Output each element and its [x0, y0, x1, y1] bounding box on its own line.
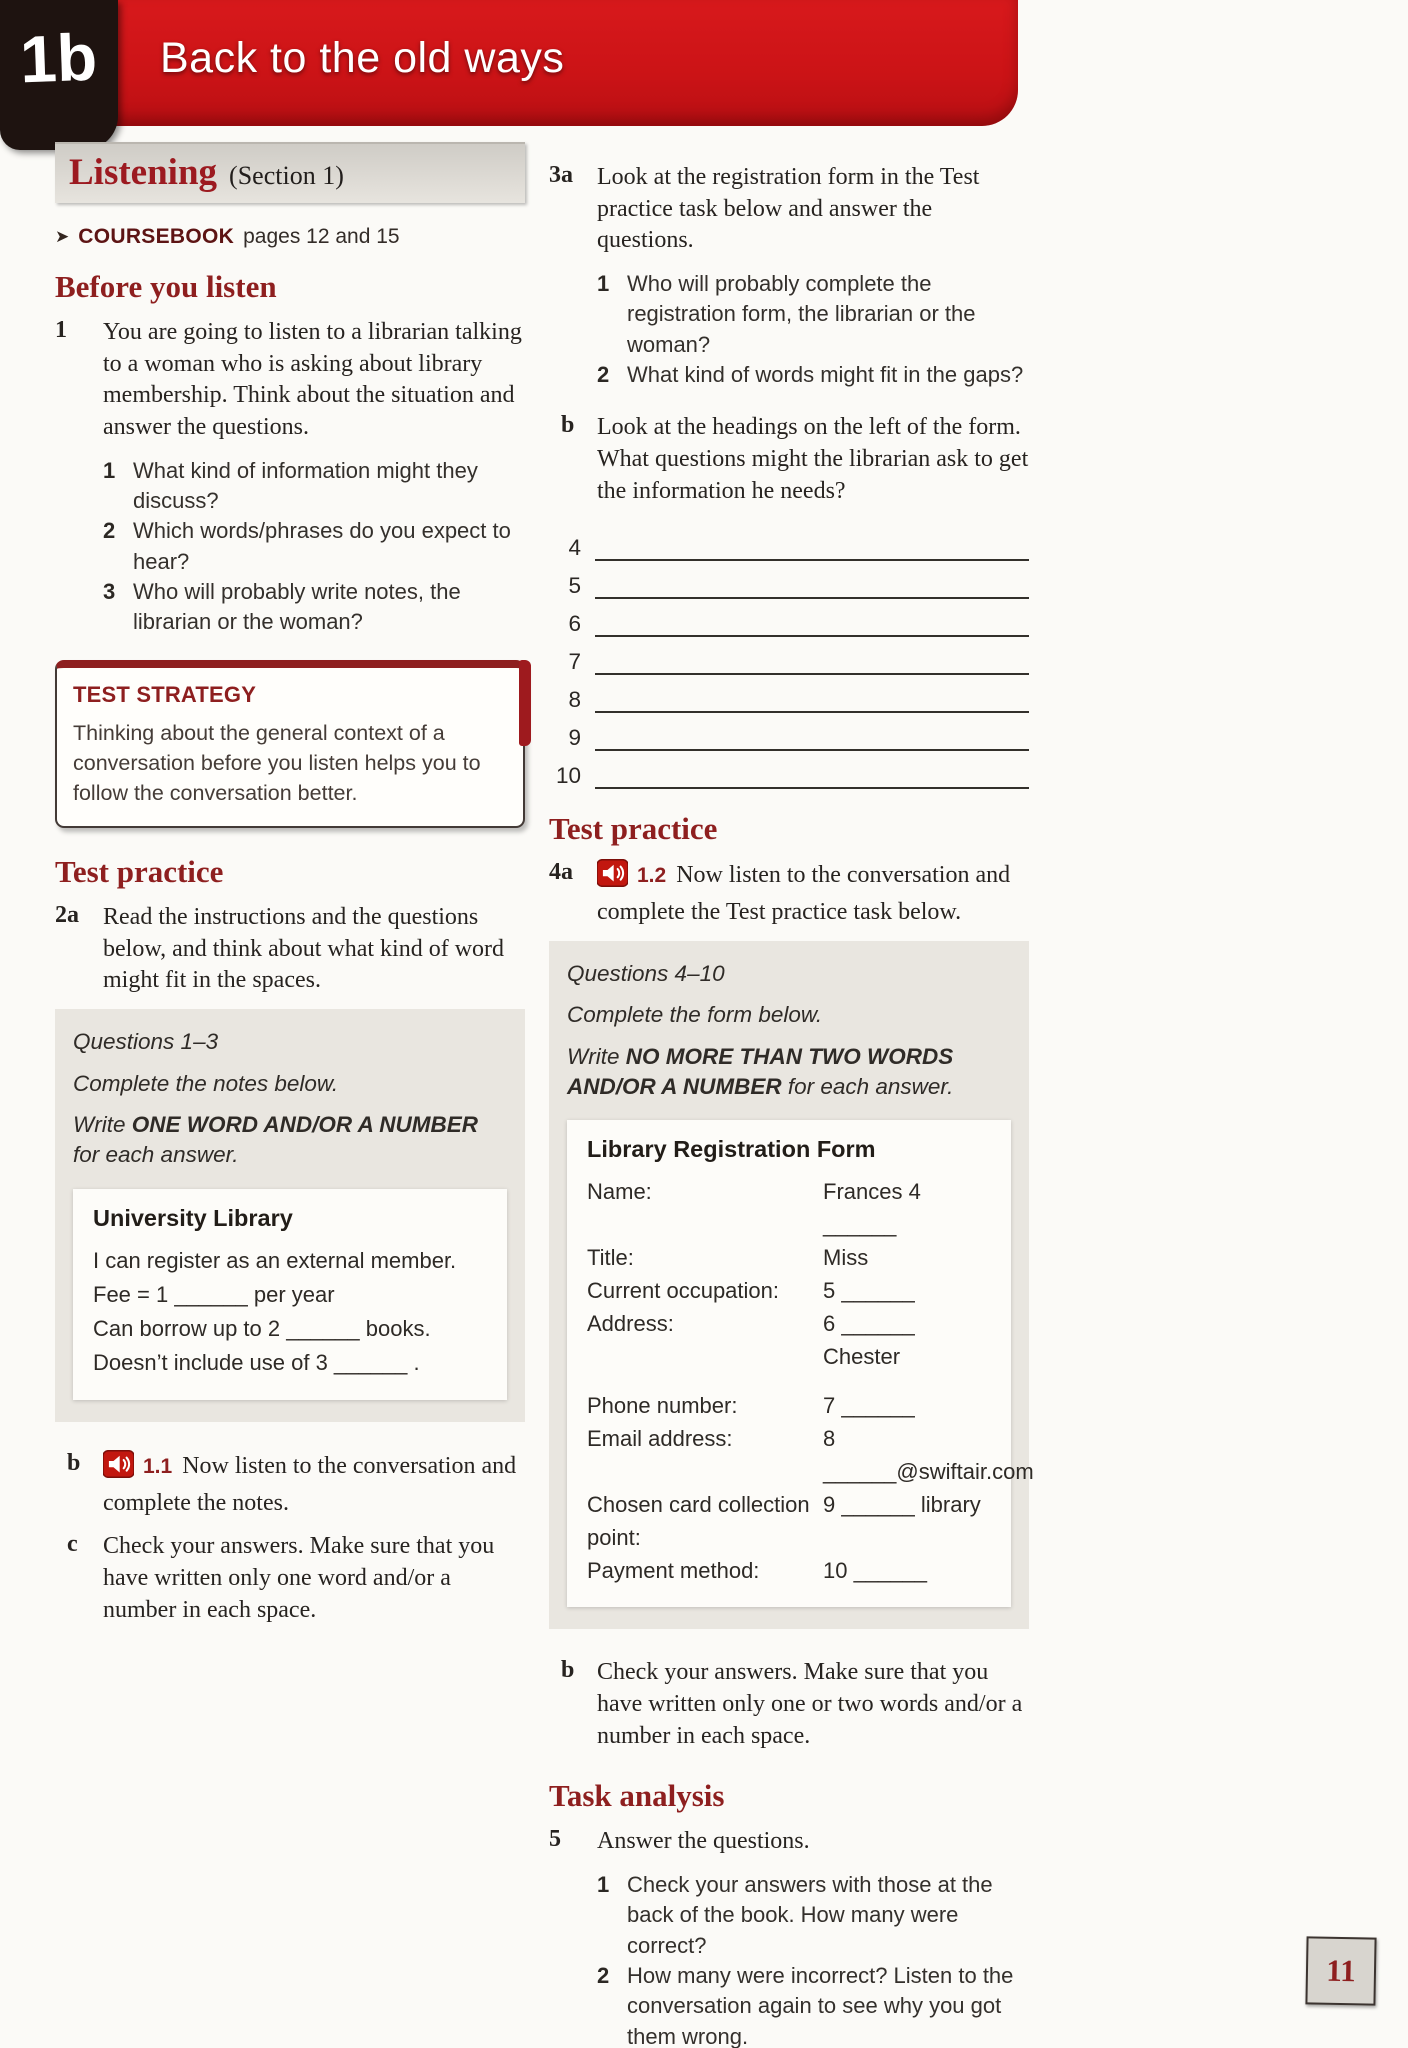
exercise-text-with-audio	[103, 1450, 525, 1519]
write-suffix: for each answer.	[781, 1073, 954, 1099]
form-label: Phone number:	[587, 1393, 738, 1419]
exercise-text: You are going to listen to a librarian talking to a woman who is asking about library membership. Think about the situation and answer the questions.	[103, 319, 522, 441]
audio-speaker-icon	[103, 1450, 134, 1488]
write-suffix: for each answer.	[73, 1142, 239, 1168]
form-row	[587, 1488, 991, 1554]
coursebook-label: COURSEBOOK	[78, 225, 235, 248]
exercise-text: Now listen to the conversation and complete the Test practice task below.	[597, 862, 1011, 926]
questions-range-label: Questions 1–3	[73, 1029, 219, 1055]
exercise-text: Check your answers. Make sure that you have written only one or two words and/or a number in each space.	[597, 1659, 1023, 1749]
form-value: Chester	[823, 1344, 901, 1370]
answer-line-number: 7	[568, 649, 581, 675]
write-prefix: Write	[567, 1043, 626, 1069]
list-item	[103, 577, 525, 638]
exercise-text: Check your answers. Make sure that you have written only one word and/or a number in each space.	[103, 1533, 495, 1623]
answer-lines-4-10	[549, 523, 1029, 789]
answer-line-number: 6	[568, 611, 581, 637]
coursebook-reference	[55, 225, 525, 249]
form-label: Payment method:	[587, 1558, 760, 1584]
form-row	[587, 1422, 1034, 1488]
registration-form-box	[567, 1120, 1034, 1607]
answer-blank-line	[595, 749, 1029, 789]
form-row	[587, 1307, 991, 1340]
form-value-gap-7: 7 ______	[823, 1393, 915, 1419]
exercise-number: 4a	[549, 859, 573, 886]
form-label: Title:	[587, 1245, 634, 1271]
question-number: 2	[597, 362, 610, 388]
note-line-gap-1: Fee = 1 ______ per year	[93, 1281, 335, 1307]
word-limit-instruction	[73, 1110, 507, 1171]
exercise-1-questions	[103, 456, 525, 638]
exercise-number: b	[67, 1450, 81, 1477]
answer-line-number: 5	[568, 573, 581, 599]
exercise-text: Look at the registration form in the Test practice task below and answer the questions.	[597, 164, 980, 254]
exercise-3b	[549, 412, 1029, 507]
form-label: Current occupation:	[587, 1278, 779, 1304]
before-you-listen-heading: Before you listen	[55, 269, 277, 304]
form-value-gap-5: 5 ______	[823, 1278, 915, 1304]
page-number: 11	[1326, 1952, 1356, 1989]
left-column	[55, 142, 525, 1638]
task-instruction: Complete the notes below.	[73, 1070, 339, 1096]
note-line-gap-2: Can borrow up to 2 ______ books.	[93, 1315, 431, 1341]
section-header	[55, 142, 525, 203]
form-title: Library Registration Form	[587, 1136, 876, 1163]
test-practice-heading-left: Test practice	[55, 854, 224, 890]
form-value: Miss	[823, 1245, 869, 1271]
form-label: Address:	[587, 1311, 674, 1337]
form-label	[587, 1340, 823, 1373]
word-limit: NO MORE THAN TWO WORDS AND/OR A NUMBER	[567, 1043, 954, 1099]
exercise-5	[549, 1826, 1029, 1858]
questions-1-3-box	[55, 1009, 525, 1422]
task-instruction: Complete the form below.	[567, 1002, 823, 1028]
form-label: Chosen card collection point:	[587, 1492, 810, 1551]
question-text: What kind of information might they discuss?	[133, 457, 478, 514]
question-text: Which words/phrases do you expect to hear?	[133, 518, 511, 574]
exercise-4b	[549, 1657, 1029, 1752]
exercise-2c	[55, 1531, 525, 1626]
answer-line-number: 8	[568, 687, 581, 713]
exercise-5-questions	[597, 1870, 1029, 2048]
form-row	[587, 1340, 991, 1373]
list-item	[597, 1961, 1029, 2048]
form-value-gap-8: 8 ______@swiftair.com	[823, 1426, 1034, 1485]
form-label: Name:	[587, 1179, 652, 1205]
audio-track-number: 1.1	[143, 1455, 173, 1479]
unit-number: 1b	[18, 19, 99, 97]
questions-4-10-box	[549, 941, 1034, 1630]
answer-line-row	[549, 751, 1029, 789]
exercise-number: 3a	[549, 162, 573, 188]
answer-line-row	[549, 675, 1029, 713]
notes-box	[73, 1189, 507, 1400]
list-item	[597, 1870, 1029, 1961]
section-title: Listening	[69, 152, 218, 193]
form-value-gap-9: 9 ______ library	[823, 1492, 981, 1518]
list-item	[103, 456, 525, 517]
arrowhead-icon: ➤	[55, 227, 70, 246]
exercise-3a	[549, 162, 1029, 257]
unit-banner	[0, 0, 1018, 126]
list-item	[597, 360, 1029, 390]
answer-blank-line	[595, 635, 1029, 675]
question-number: 3	[103, 579, 116, 605]
test-strategy-heading: TEST STRATEGY	[73, 681, 257, 707]
exercise-1	[55, 317, 525, 444]
answer-line-row	[549, 637, 1029, 675]
exercise-number: c	[67, 1531, 78, 1558]
answer-line-row	[549, 599, 1029, 637]
exercise-text-with-audio	[597, 859, 1029, 928]
notes-title: University Library	[93, 1204, 293, 1231]
exercise-number: 5	[549, 1826, 561, 1853]
unit-number-tab	[0, 0, 118, 150]
unit-title: Back to the old ways	[160, 34, 565, 82]
test-strategy-box	[55, 660, 525, 828]
page-number-badge	[1305, 1936, 1376, 2005]
question-number: 2	[597, 1963, 610, 1989]
exercise-text: Answer the questions.	[597, 1828, 810, 1855]
audio-track-number: 1.2	[637, 864, 667, 888]
question-text: Who will probably complete the registration form, the librarian or the woman?	[627, 271, 976, 357]
exercise-2b	[55, 1450, 525, 1519]
questions-range-label: Questions 4–10	[567, 960, 725, 986]
form-row	[587, 1554, 991, 1587]
answer-line-number: 9	[568, 725, 581, 751]
test-practice-heading-right: Test practice	[549, 811, 718, 847]
write-prefix: Write	[73, 1111, 132, 1137]
note-line: I can register as an external member.	[93, 1247, 457, 1273]
task-analysis-heading: Task analysis	[549, 1778, 725, 1814]
exercise-number: 1	[55, 317, 67, 343]
answer-blank-line	[595, 711, 1029, 751]
form-row	[587, 1389, 991, 1422]
list-item	[103, 516, 525, 577]
answer-line-number: 4	[568, 535, 581, 561]
test-strategy-text: Thinking about the general context of a conversation before you listen helps you to follow the conversation better.	[73, 720, 481, 806]
form-value-gap-6: 6 ______	[823, 1311, 915, 1337]
form-value-gap-4: Frances 4 ______	[823, 1179, 921, 1238]
exercise-3a-questions	[597, 269, 1029, 390]
right-column	[549, 162, 1034, 2048]
form-label: Email address:	[587, 1426, 733, 1452]
exercise-text: Now listen to the conversation and complete the notes.	[103, 1453, 517, 1516]
question-text: Who will probably write notes, the librarian or the woman?	[133, 579, 461, 635]
form-row	[587, 1241, 991, 1274]
form-row	[587, 1274, 991, 1307]
list-item	[597, 269, 1029, 360]
word-limit: ONE WORD AND/OR A NUMBER	[131, 1111, 478, 1137]
question-text: How many were incorrect? Listen to the conversation again to see why you got them wrong.	[627, 1963, 1014, 2048]
answer-blank-line	[595, 521, 1029, 561]
answer-blank-line	[595, 559, 1029, 599]
answer-line-row	[549, 561, 1029, 599]
answer-line-row	[549, 713, 1029, 751]
question-number: 1	[597, 1872, 610, 1897]
note-line-gap-3: Doesn’t include use of 3 ______ .	[93, 1349, 420, 1375]
answer-blank-line	[595, 673, 1029, 713]
question-text: Check your answers with those at the back of the book. How many were correct?	[627, 1872, 993, 1958]
answer-line-row	[549, 523, 1029, 561]
exercise-number: b	[561, 412, 575, 439]
answer-blank-line	[595, 597, 1029, 637]
section-subtitle: (Section 1)	[229, 161, 344, 190]
form-value-gap-10: 10 ______	[823, 1558, 927, 1584]
coursebook-pages: pages 12 and 15	[243, 225, 400, 248]
question-text: What kind of words might fit in the gaps?	[627, 362, 1024, 388]
question-number: 1	[103, 457, 116, 483]
audio-speaker-icon	[597, 859, 628, 897]
answer-line-number: 10	[555, 763, 581, 789]
exercise-text: Look at the headings on the left of the form. What questions might the librarian ask to get the information he needs?	[597, 414, 1029, 504]
question-number: 2	[103, 518, 116, 544]
word-limit-instruction	[567, 1042, 1011, 1103]
exercise-number: 2a	[55, 902, 79, 929]
question-number: 1	[597, 271, 610, 297]
exercise-4a	[549, 859, 1029, 928]
exercise-text: Read the instructions and the questions below, and think about what kind of word might fit in the spaces.	[103, 904, 505, 994]
exercise-2a	[55, 902, 525, 997]
form-row	[587, 1175, 991, 1241]
exercise-number: b	[561, 1657, 575, 1684]
